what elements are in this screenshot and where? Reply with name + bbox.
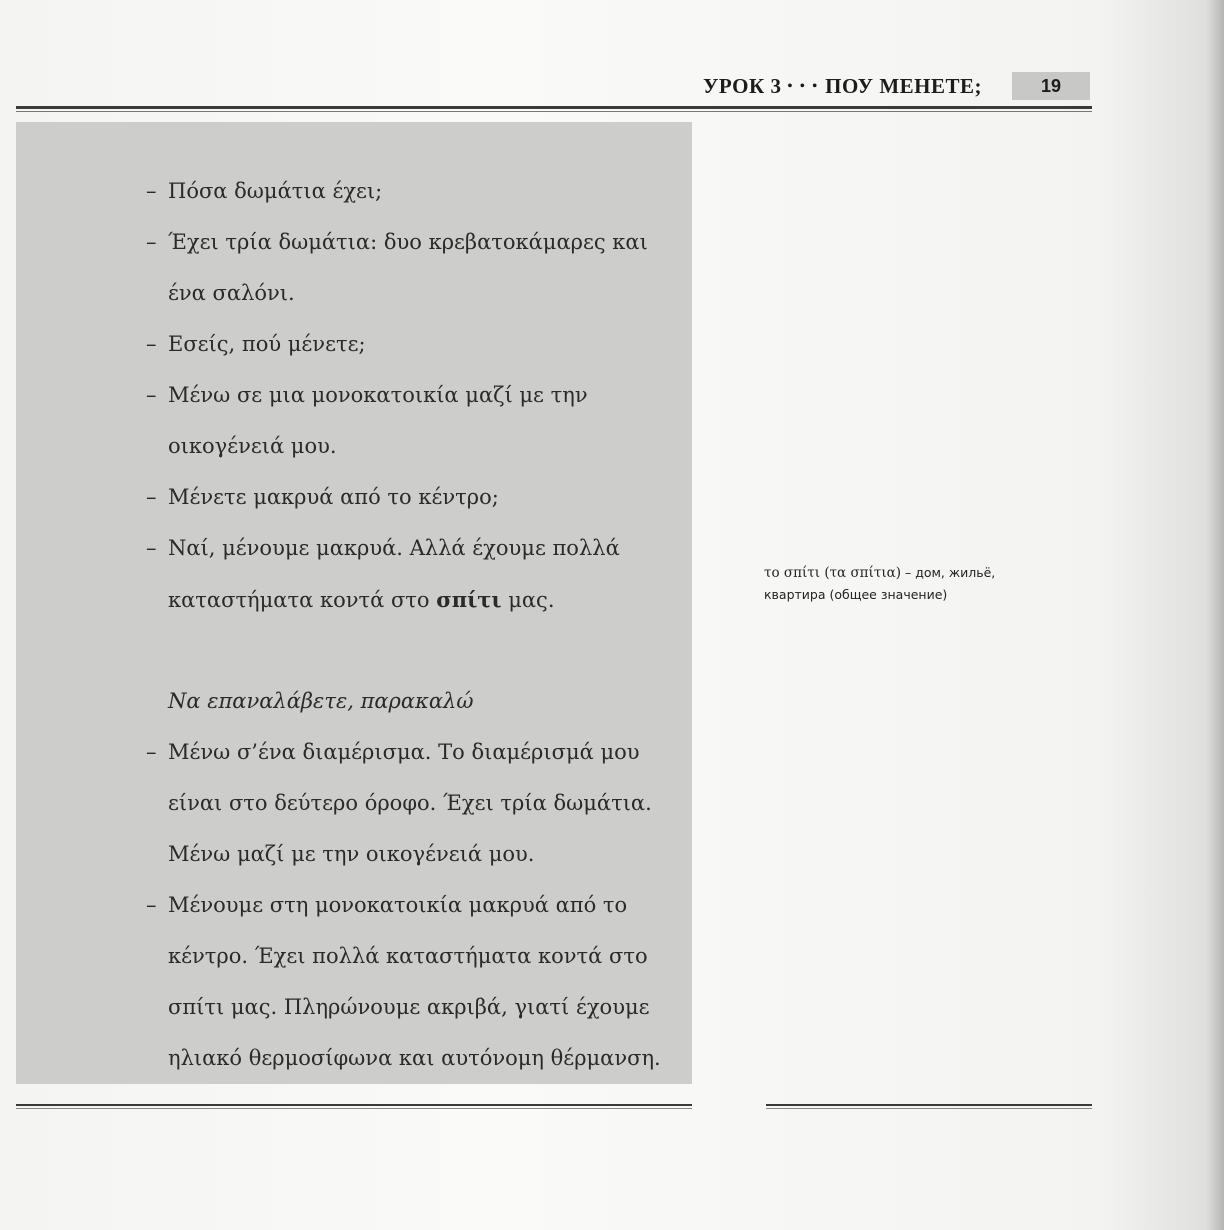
repeat-line bbox=[146, 1033, 686, 1084]
dialog-line bbox=[146, 421, 686, 472]
gloss-translation-2: квартира (общее значение) bbox=[764, 587, 948, 602]
dialog-text bbox=[146, 166, 686, 1084]
dialog-line-text: Εσείς, πού μένετε; bbox=[168, 332, 366, 356]
dialog-dash: – bbox=[146, 893, 157, 917]
vocabulary-gloss bbox=[764, 562, 1064, 606]
title-dots: • • • bbox=[787, 79, 820, 94]
dialog-last-line bbox=[146, 574, 686, 625]
dialog-last-after: μας. bbox=[501, 588, 555, 612]
footer-rule-left bbox=[16, 1104, 692, 1106]
footer-rule-right-thin bbox=[766, 1108, 1092, 1109]
footer-rule-right bbox=[766, 1104, 1092, 1106]
repeat-line-text: σπίτι μας. Πληρώνουμε ακριβά, γιατί έχουμε bbox=[168, 995, 650, 1019]
repeat-line bbox=[146, 880, 686, 931]
dialog-line-text: Μένετε μακρυά από το κέντρο; bbox=[168, 485, 499, 509]
repeat-line-text: Μένω μαζί με την οικογένειά μου. bbox=[168, 842, 535, 866]
repeat-heading: Να επαναλάβετε, παρακαλώ bbox=[168, 689, 474, 713]
header-rule bbox=[16, 106, 1092, 109]
repeat-line-text: Μένουμε στη μονοκατοικία μακρυά από το bbox=[168, 893, 628, 917]
repeat-line bbox=[146, 931, 686, 982]
repeat-line-text: κέντρο. Έχει πολλά καταστήματα κοντά στο bbox=[168, 944, 648, 968]
dialog-keyword: σπίτι bbox=[436, 587, 502, 612]
dialog-line-text: Πόσα δωμάτια έχει; bbox=[168, 179, 383, 203]
dialog-line bbox=[146, 523, 686, 574]
lesson-name: ПОУ МЕНЕТЕ; bbox=[825, 74, 982, 98]
dialog-line-text: ένα σαλόνι. bbox=[168, 281, 295, 305]
dialog-line-text: οικογένειά μου. bbox=[168, 434, 337, 458]
dialog-line bbox=[146, 268, 686, 319]
repeat-line-text: Μένω σ’ένα διαμέρισμα. Το διαμέρισμά μου bbox=[168, 740, 640, 764]
dialog-dash: – bbox=[146, 383, 157, 407]
dialog-line bbox=[146, 166, 686, 217]
dialog-dash: – bbox=[146, 485, 157, 509]
lesson-number: УРОК 3 bbox=[703, 74, 782, 98]
footer-rule-left-thin bbox=[16, 1108, 692, 1109]
dialog-line-text: Μένω σε μια μονοκατοικία μαζί με την bbox=[168, 383, 588, 407]
dialog-dash: – bbox=[146, 740, 157, 764]
page-edge-shadow bbox=[1206, 0, 1224, 1230]
repeat-line bbox=[146, 727, 686, 778]
gloss-term: το σπίτι (τα σπίτια) bbox=[764, 565, 901, 581]
dialog-dash: – bbox=[146, 179, 157, 203]
page-header bbox=[560, 72, 1090, 100]
dialog-line bbox=[146, 472, 686, 523]
page-number: 19 bbox=[1012, 72, 1090, 100]
repeat-lines bbox=[146, 727, 686, 1084]
dialog-line-text: Ναί, μένουμε μακρυά. Αλλά έχουμε πολλά bbox=[168, 536, 620, 560]
dialog-dash: – bbox=[146, 536, 157, 560]
header-rule-thin bbox=[16, 111, 1092, 112]
lesson-title bbox=[703, 74, 982, 99]
repeat-line bbox=[146, 778, 686, 829]
dialog-line bbox=[146, 319, 686, 370]
repeat-line bbox=[146, 982, 686, 1033]
repeat-line-text: είναι στο δεύτερο όροφο. Έχει τρία δωμάτια. bbox=[168, 791, 652, 815]
dialog-lines bbox=[146, 166, 686, 574]
repeat-line-text: ηλιακό θερμοσίφωνα και αυτόνομη θέρμανση. bbox=[168, 1046, 661, 1070]
dialog-dash: – bbox=[146, 332, 157, 356]
repeat-line bbox=[146, 829, 686, 880]
dialog-last-before: καταστήματα κοντά στο bbox=[168, 588, 437, 612]
dialog-line bbox=[146, 217, 686, 268]
gloss-translation-1: – дом, жильё, bbox=[901, 565, 996, 580]
dialog-line bbox=[146, 370, 686, 421]
dialog-line-text: Έχει τρία δωμάτια: δυο κρεβατοκάμαρες και bbox=[168, 230, 648, 254]
dialog-dash: – bbox=[146, 230, 157, 254]
